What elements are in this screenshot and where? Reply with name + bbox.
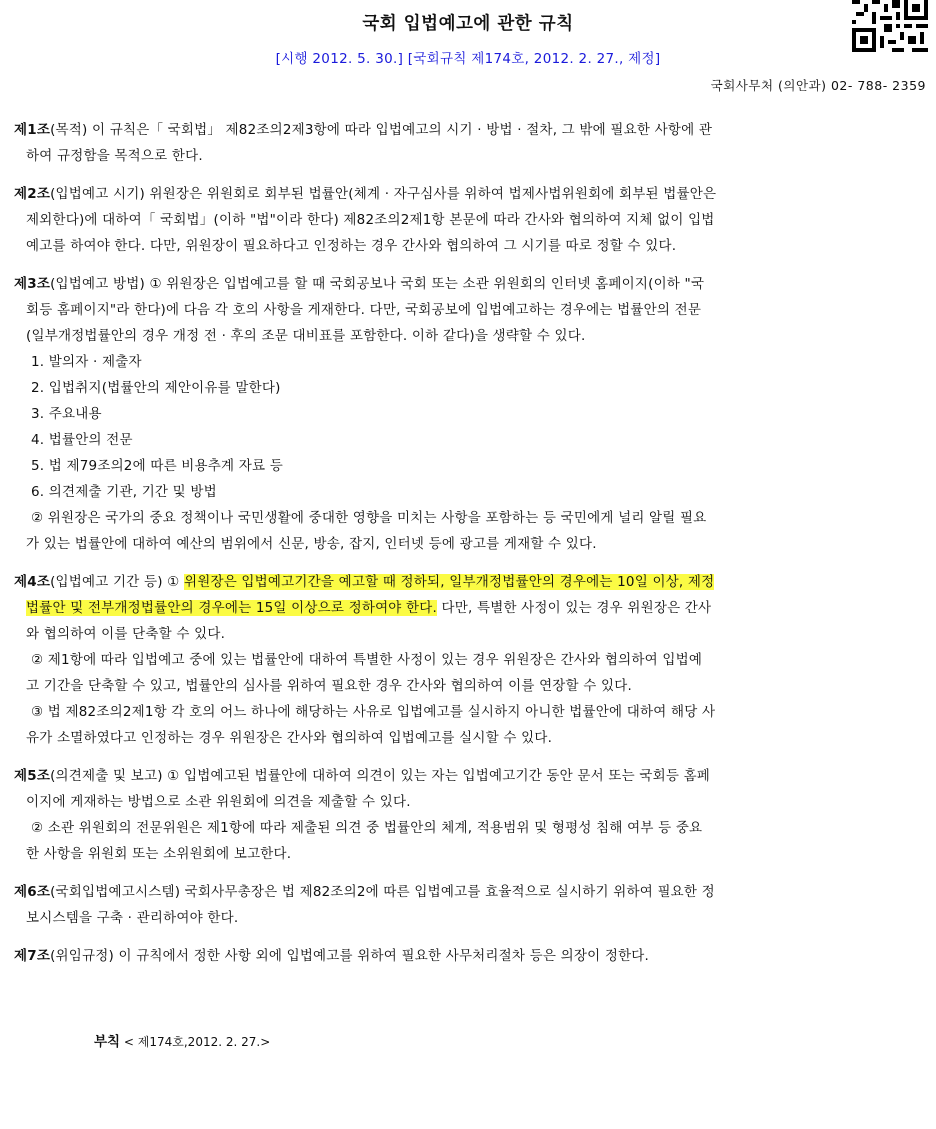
article-number: 제3조 [14, 276, 51, 292]
article-2 [14, 181, 926, 259]
addendum-label: 부칙 [94, 1034, 121, 1050]
list-item: 4. 법률안의 전문 [31, 432, 133, 448]
paragraph-text: 가 있는 법률안에 대하여 예산의 범위에서 신문, 방송, 잡지, 인터넷 등에 광고를 게재할 수 있다. [26, 536, 597, 552]
article-text: 회등 홈페이지"라 한다)에 다음 각 호의 사항을 게재한다. 다만, 국회공보에 입법예고하는 경우에는 법률안의 전문 [26, 302, 702, 318]
article-text: (목적) 이 규칙은「 국회법」 제82조의2제3항에 따라 입법예고의 시기 · 방법 · 절차, 그 밖에 필요한 사항에 관 [50, 122, 713, 138]
article-7 [14, 943, 926, 969]
highlighted-text: 법률안 및 전부개정법률안의 경우에는 15일 이상으로 정하여야 한다. [26, 600, 438, 616]
list-item: 3. 주요내용 [31, 406, 102, 422]
document-body [14, 117, 926, 1055]
addendum-date: < 제174호,2012. 2. 27.> [120, 1035, 271, 1049]
article-text: 예고를 하여야 한다. 다만, 위원장이 필요하다고 인정하는 경우 간사와 협의하여 그 시기를 따로 정할 수 있다. [26, 238, 677, 254]
list-item: 6. 의견제출 기관, 기간 및 방법 [31, 484, 217, 500]
article-text: 다만, 특별한 사정이 있는 경우 위원장은 간사 [437, 600, 712, 616]
paragraph-text: 유가 소멸하였다고 인정하는 경우 위원장은 간사와 협의하여 입법예고를 실시할 수 있다. [26, 730, 553, 746]
paragraph-text: ② 위원장은 국가의 중요 정책이나 국민생활에 중대한 영향을 미치는 사항을 포함하는 등 국민에게 널리 알릴 필요 [31, 510, 707, 526]
list-item: 1. 발의자 · 제출자 [31, 354, 142, 370]
article-text: 하여 규정함을 목적으로 한다. [26, 148, 203, 164]
article-text: (국회입법예고시스템) 국회사무총장은 법 제82조의2에 따른 입법예고를 효율적으로 실시하기 위하여 필요한 정 [50, 884, 715, 900]
article-3 [14, 271, 926, 557]
department-contact: 국회사무처 (의안과) 02- 788- 2359 [710, 78, 926, 93]
article-6 [14, 879, 926, 931]
article-text: (입법예고 시기) 위원장은 위원회로 회부된 법률안(체계 · 자구심사를 위하여 법제사법위원회에 회부된 법률안은 [50, 186, 717, 202]
paragraph-text: ② 소관 위원회의 전문위원은 제1항에 따라 제출된 의견 중 법률안의 체계, 적용범위 및 형평성 침해 여부 등 중요 [31, 820, 703, 836]
article-text: 보시스템을 구축 · 관리하여야 한다. [26, 910, 239, 926]
article-number: 제1조 [14, 122, 51, 138]
article-text: (의견제출 및 보고) ① 입법예고된 법률안에 대하여 의견이 있는 자는 입법예고기간 동안 문서 또는 국회등 홈페 [50, 768, 711, 784]
article-number: 제6조 [14, 884, 51, 900]
highlighted-text: 위원장은 입법예고기간을 예고할 때 정하되, 일부개정법률안의 경우에는 10일 이상, 제정 [183, 574, 715, 590]
article-4 [14, 569, 926, 751]
paragraph-text: ③ 법 제82조의2제1항 각 호의 어느 하나에 해당하는 사유로 입법예고를 실시하지 아니한 법률안에 대하여 해당 사 [31, 704, 716, 720]
article-number: 제7조 [14, 948, 51, 964]
article-1 [14, 117, 926, 169]
article-text: (입법예고 방법) ① 위원장은 입법예고를 할 때 국회공보나 국회 또는 소관 위원회의 인터넷 홈페이지(이하 "국 [50, 276, 705, 292]
article-text: (입법예고 기간 등) ① [50, 574, 184, 590]
addendum [14, 1029, 926, 1055]
article-number: 제4조 [14, 574, 51, 590]
list-item: 2. 입법취지(법률안의 제안이유를 말한다) [31, 380, 281, 396]
article-text: 와 협의하여 이를 단축할 수 있다. [26, 626, 226, 642]
article-number: 제2조 [14, 186, 51, 202]
article-text: 이지에 게재하는 방법으로 소관 위원회에 의견을 제출할 수 있다. [26, 794, 411, 810]
paragraph-text: 한 사항을 위원회 또는 소위원회에 보고한다. [26, 846, 292, 862]
document-title: 국회 입법예고에 관한 규칙 [362, 14, 574, 34]
article-5 [14, 763, 926, 867]
article-text: (일부개정법률안의 경우 개정 전 · 후의 조문 대비표를 포함한다. 이하 같다)을 생략할 수 있다. [26, 328, 586, 344]
enforcement-info[interactable]: [시행 2012. 5. 30.] [국회규칙 제174호, 2012. 2. 27., 제정] [275, 51, 661, 67]
paragraph-text: ② 제1항에 따라 입법예고 중에 있는 법률안에 대하여 특별한 사정이 있는 경우 위원장은 간사와 협의하여 입법예 [31, 652, 703, 668]
paragraph-text: 고 기간을 단축할 수 있고, 법률안의 심사를 위하여 필요한 경우 간사와 협의하여 이를 연장할 수 있다. [26, 678, 632, 694]
list-item: 5. 법 제79조의2에 따른 비용추계 자료 등 [31, 458, 283, 474]
article-number: 제5조 [14, 768, 51, 784]
article-text: 제외한다)에 대하여「 국회법」(이하 "법"이라 한다) 제82조의2제1항 본문에 따라 간사와 협의하여 지체 없이 입법 [26, 212, 715, 228]
article-text: (위임규정) 이 규칙에서 정한 사항 외에 입법예고를 위하여 필요한 사무처리절차 등은 의장이 정한다. [50, 948, 650, 964]
